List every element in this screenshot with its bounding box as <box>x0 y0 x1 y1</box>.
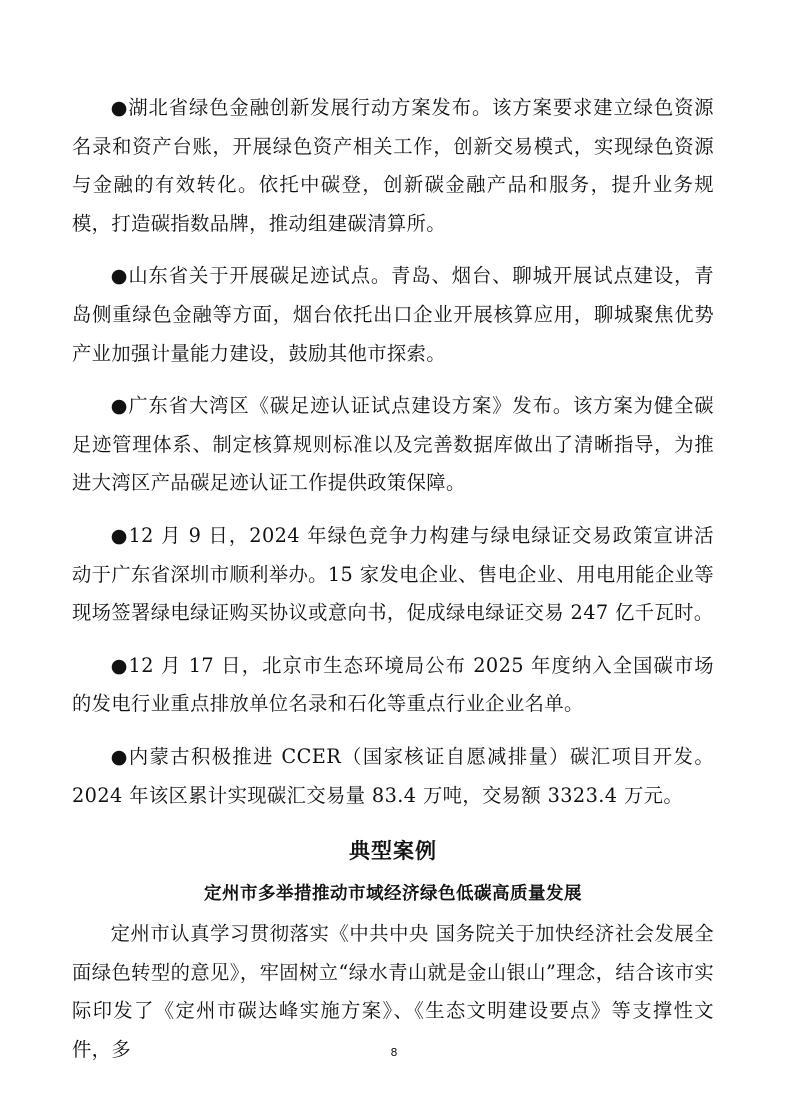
news-item-hubei: ●湖北省绿色金融创新发展行动方案发布。该方案要求建立绿色资源名录和资产台账，开展绿色资产相关工作，创新交易模式，实现绿色资源与金融的有效转化。依托中碳登，创新碳金融产品和服务，提升业务规模，打造碳指数品牌，推动组建碳清算所。 <box>72 96 714 235</box>
case-body-paragraph: 定州市认真学习贯彻落实《中共中央 国务院关于加快经济社会发展全面绿色转型的意见》，牢固树立“绿水青山就是金山银山”理念，结合该市实际印发了《定州市碳达峰实施方案》、《生态文明建设要点》等支撑性文件，多 <box>72 922 714 1061</box>
page-number: 8 <box>390 1046 398 1059</box>
section-heading: 典型案例 <box>349 839 437 864</box>
case-title: 定州市多举措推动市域经济绿色低碳高质量发展 <box>204 884 582 905</box>
news-item-beijing: ●12 月 17 日，北京市生态环境局公布 2025 年度纳入全国碳市场的发电行业重点排放单位名录和石化等重点行业企业名单。 <box>72 653 714 716</box>
news-item-guangdong: ●广东省大湾区《碳足迹认证试点建设方案》发布。该方案为健全碳足迹管理体系、制定核算规则标准以及完善数据库做出了清晰指导，为推进大湾区产品碳足迹认证工作提供政策保障。 <box>72 394 714 495</box>
page-content <box>72 89 714 1069</box>
news-item-shandong: ●山东省关于开展碳足迹试点。青岛、烟台、聊城开展试点建设，青岛侧重绿色金融等方面，烟台依托出口企业开展核算应用，聊城聚焦优势产业加强计量能力建设，鼓励其他市探索。 <box>72 264 714 365</box>
news-item-inner-mongolia: ●内蒙古积极推进 CCER（国家核证自愿减排量）碳汇项目开发。2024 年该区累计实现碳汇交易量 83.4 万吨，交易额 3323.4 万元。 <box>72 744 714 807</box>
news-item-shenzhen-event: ●12 月 9 日，2024 年绿色竞争力构建与绿电绿证交易政策宣讲活动于广东省深圳市顺利举办。15 家发电企业、售电企业、用电用能企业等现场签署绿电绿证购买协议或意向书，促成绿电绿证交易 247 亿千瓦时。 <box>72 523 714 625</box>
